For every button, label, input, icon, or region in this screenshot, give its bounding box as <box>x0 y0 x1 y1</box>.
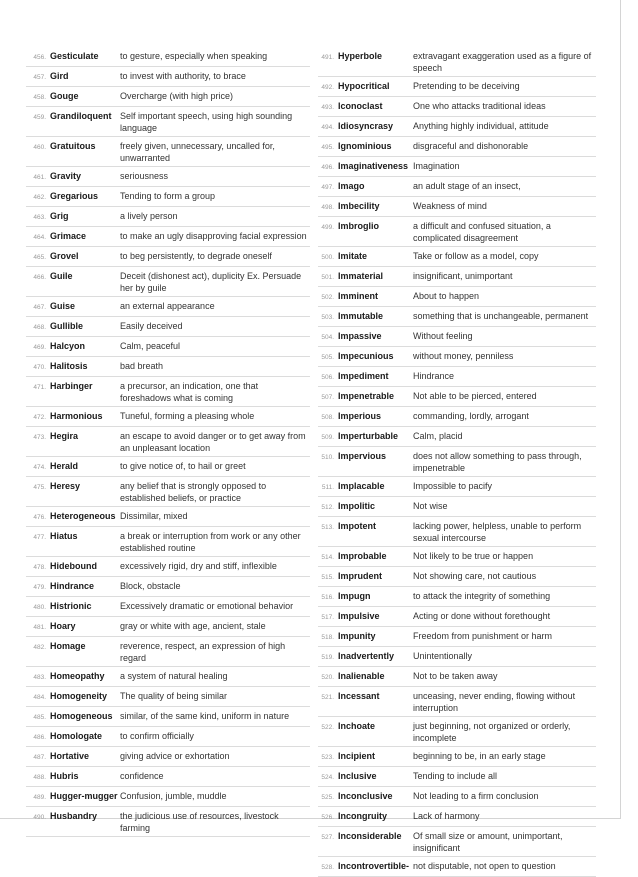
entry-definition: an adult stage of an insect, <box>413 181 521 191</box>
entry-definition: Calm, peaceful <box>120 341 181 351</box>
vocab-entry <box>26 87 310 107</box>
entry-number: 483. <box>33 674 46 681</box>
entry-word: Grovel <box>50 251 79 261</box>
vocab-entry <box>318 177 596 197</box>
entry-word: Hortative <box>50 751 90 761</box>
entry-number: 473. <box>33 434 46 441</box>
entry-word: Idiosyncrasy <box>338 121 394 131</box>
entry-definition: Confusion, jumble, muddle <box>120 791 227 801</box>
vocab-entry <box>26 597 310 617</box>
entry-word: Impenetrable <box>338 391 395 401</box>
entry-number: 478. <box>33 564 46 571</box>
entry-definition: Of small size or amount, unimportant, insignificant <box>413 831 563 853</box>
entry-definition: Overcharge (with high price) <box>120 91 234 101</box>
entry-definition: freely given, unnecessary, uncalled for, unwarranted <box>120 141 275 163</box>
entry-number: 489. <box>33 794 46 801</box>
entry-word: Harbinger <box>50 381 93 391</box>
vocab-entry <box>318 367 596 387</box>
vocab-entry <box>318 247 596 267</box>
entry-number: 484. <box>33 694 46 701</box>
entry-word: Heterogeneous <box>50 511 116 521</box>
entry-word: Impunity <box>338 631 376 641</box>
vocab-entry <box>26 557 310 577</box>
vocab-entry <box>318 47 596 77</box>
entry-number: 496. <box>321 164 334 171</box>
entry-word: Grig <box>50 211 69 221</box>
entry-definition: Weakness of mind <box>413 201 487 211</box>
entry-number: 515. <box>321 574 334 581</box>
entry-number: 457. <box>33 74 46 81</box>
entry-definition: Not leading to a firm conclusion <box>413 791 539 801</box>
entry-number: 517. <box>321 614 334 621</box>
entry-definition: Calm, placid <box>413 431 463 441</box>
entry-word: Homogeneous <box>50 711 113 721</box>
entry-word: Imperturbable <box>338 431 399 441</box>
entry-definition: Hindrance <box>413 371 455 381</box>
vocab-entry <box>318 787 596 807</box>
entry-definition: Block, obstacle <box>120 581 181 591</box>
entry-word: Immutable <box>338 311 384 321</box>
vocab-entry <box>318 827 596 857</box>
entry-number: 520. <box>321 674 334 681</box>
entry-word: Impervious <box>338 451 387 461</box>
entry-number: 474. <box>33 464 46 471</box>
entry-number: 506. <box>321 374 334 381</box>
entry-number: 477. <box>33 534 46 541</box>
entry-number: 481. <box>33 624 46 631</box>
entry-definition: Excessively dramatic or emotional behavior <box>120 601 294 611</box>
entry-number: 470. <box>33 364 46 371</box>
entry-number: 502. <box>321 294 334 301</box>
vocab-entry <box>26 687 310 707</box>
vocab-entry <box>318 607 596 627</box>
entry-definition: About to happen <box>413 291 480 301</box>
entry-number: 471. <box>33 384 46 391</box>
vocab-entry <box>318 517 596 547</box>
entry-definition: beginning to be, in an early stage <box>413 751 546 761</box>
entry-word: Harmonious <box>50 411 103 421</box>
entry-word: Gird <box>50 71 69 81</box>
vocab-entry <box>318 497 596 517</box>
entry-number: 486. <box>33 734 46 741</box>
left-column <box>26 47 310 837</box>
vocab-entry <box>318 267 596 287</box>
entry-word: Hidebound <box>50 561 97 571</box>
entry-definition: to invest with authority, to brace <box>120 71 246 81</box>
vocab-entry <box>26 207 310 227</box>
entry-definition: confidence <box>120 771 164 781</box>
vocab-entry <box>26 667 310 687</box>
vocab-entry <box>26 137 310 167</box>
entry-number: 522. <box>321 724 334 731</box>
entry-word: Imperious <box>338 411 382 421</box>
entry-word: Imbecility <box>338 201 380 211</box>
entry-definition: Tending to form a group <box>120 191 216 201</box>
entry-definition: Tuneful, forming a pleasing whole <box>120 411 255 421</box>
vocab-entry <box>318 627 596 647</box>
vocab-entry <box>26 767 310 787</box>
entry-number: 458. <box>33 94 46 101</box>
entry-number: 527. <box>321 834 334 841</box>
entry-word: Inconsiderable <box>338 831 402 841</box>
entry-word: Inchoate <box>338 721 376 731</box>
entry-definition: to give notice of, to hail or greet <box>120 461 246 471</box>
entry-word: Iconoclast <box>338 101 383 111</box>
entry-definition: Acting or done without forethought <box>413 611 551 621</box>
entry-definition: to attack the integrity of something <box>413 591 551 601</box>
entry-word: Hegira <box>50 431 79 441</box>
vocab-entry <box>318 157 596 177</box>
vocab-entry <box>26 47 310 67</box>
entry-definition: Not able to be pierced, entered <box>413 391 537 401</box>
vocab-entry <box>26 317 310 337</box>
entry-number: 460. <box>33 144 46 151</box>
entry-word: Guise <box>50 301 76 311</box>
vocab-entry <box>318 77 596 97</box>
entry-word: Homologate <box>50 731 103 741</box>
vocab-entry <box>26 227 310 247</box>
entry-number: 498. <box>321 204 334 211</box>
vocab-entry <box>26 297 310 317</box>
vocab-entry <box>318 327 596 347</box>
entry-word: Impassive <box>338 331 382 341</box>
entry-word: Incongruity <box>338 811 387 821</box>
entry-definition: not disputable, not open to question <box>413 861 556 871</box>
entry-number: 469. <box>33 344 46 351</box>
entry-definition: Lack of harmony <box>413 811 480 821</box>
entry-word: Incessant <box>338 691 380 701</box>
entry-definition: to gesture, especially when speaking <box>120 51 268 61</box>
entry-number: 523. <box>321 754 334 761</box>
vocab-entry <box>26 477 310 507</box>
entry-definition: the judicious use of resources, livestock farming <box>120 811 279 833</box>
entry-word: Hyperbole <box>338 51 383 61</box>
entry-word: Imprudent <box>338 571 382 581</box>
vocab-entry <box>318 807 596 827</box>
entry-definition: Deceit (dishonest act), duplicity Ex. Persuade her by guile <box>120 271 302 293</box>
entry-word: Homeopathy <box>50 671 105 681</box>
entry-definition: extravagant exaggeration used as a figure of speech <box>413 51 592 73</box>
entry-number: 526. <box>321 814 334 821</box>
entry-definition: Anything highly individual, attitude <box>413 121 549 131</box>
entry-word: Gouge <box>50 91 79 101</box>
entry-definition: Not showing care, not cautious <box>413 571 537 581</box>
entry-definition: just beginning, not organized or orderly, incomplete <box>413 721 571 743</box>
entry-number: 513. <box>321 524 334 531</box>
vocab-entry <box>318 477 596 497</box>
entry-word: Impotent <box>338 521 376 531</box>
entry-number: 528. <box>321 864 334 871</box>
entry-number: 514. <box>321 554 334 561</box>
entry-word: Implacable <box>338 481 385 491</box>
vocab-entry <box>26 577 310 597</box>
entry-number: 518. <box>321 634 334 641</box>
vocab-entry <box>318 287 596 307</box>
entry-definition: Not likely to be true or happen <box>413 551 534 561</box>
entry-definition: any belief that is strongly opposed to established beliefs, or practice <box>120 481 267 503</box>
entry-word: Impecunious <box>338 351 394 361</box>
entry-definition: to beg persistently, to degrade oneself <box>120 251 272 261</box>
entry-definition: insignificant, unimportant <box>413 271 513 281</box>
entry-word: Hindrance <box>50 581 95 591</box>
entry-number: 504. <box>321 334 334 341</box>
vocab-entry <box>26 457 310 477</box>
entry-number: 463. <box>33 214 46 221</box>
entry-definition: reverence, respect, an expression of high regard <box>120 641 286 663</box>
entry-word: Grandiloquent <box>50 111 112 121</box>
vocab-entry <box>26 247 310 267</box>
entry-definition: something that is unchangeable, permanent <box>413 311 589 321</box>
entry-number: 507. <box>321 394 334 401</box>
vocab-entry <box>318 427 596 447</box>
vocab-entry <box>26 527 310 557</box>
entry-word: Inalienable <box>338 671 385 681</box>
vocab-entry <box>26 167 310 187</box>
vocab-entry <box>318 307 596 327</box>
entry-definition: to make an ugly disapproving facial expression <box>120 231 307 241</box>
entry-number: 524. <box>321 774 334 781</box>
entry-definition: unceasing, never ending, flowing without interruption <box>413 691 576 713</box>
entry-definition: a system of natural healing <box>120 671 228 681</box>
entry-word: Homage <box>50 641 86 651</box>
entry-word: Impulsive <box>338 611 380 621</box>
vocab-entry <box>26 747 310 767</box>
entry-word: Gesticulate <box>50 51 99 61</box>
entry-number: 510. <box>321 454 334 461</box>
entry-word: Imitate <box>338 251 368 261</box>
entry-word: Incipient <box>338 751 376 761</box>
entry-word: Gratuitous <box>50 141 96 151</box>
entry-number: 459. <box>33 114 46 121</box>
entry-number: 512. <box>321 504 334 511</box>
entry-number: 499. <box>321 224 334 231</box>
entry-definition: One who attacks traditional ideas <box>413 101 546 111</box>
entry-word: Hypocritical <box>338 81 390 91</box>
entry-number: 501. <box>321 274 334 281</box>
entry-word: Improbable <box>338 551 387 561</box>
entry-word: Gullible <box>50 321 84 331</box>
entry-word: Hiatus <box>50 531 78 541</box>
entry-number: 494. <box>321 124 334 131</box>
vocab-entry <box>26 107 310 137</box>
entry-word: Incontrovertible- <box>338 861 410 871</box>
vocab-entry <box>26 727 310 747</box>
vocab-entry <box>318 387 596 407</box>
entry-number: 485. <box>33 714 46 721</box>
entry-number: 472. <box>33 414 46 421</box>
entry-number: 462. <box>33 194 46 201</box>
entry-number: 492. <box>321 84 334 91</box>
entry-definition: Impossible to pacify <box>413 481 493 491</box>
entry-number: 482. <box>33 644 46 651</box>
vocab-entry <box>26 707 310 727</box>
vocab-entry <box>26 807 310 837</box>
entry-word: Hoary <box>50 621 76 631</box>
vocab-entry <box>26 357 310 377</box>
entry-definition: Pretending to be deceiving <box>413 81 520 91</box>
vocab-entry <box>26 67 310 87</box>
entry-number: 468. <box>33 324 46 331</box>
entry-definition: a lively person <box>120 211 178 221</box>
entry-number: 461. <box>33 174 46 181</box>
entry-definition: disgraceful and dishonorable <box>413 141 529 151</box>
right-column <box>318 47 596 877</box>
entry-number: 491. <box>321 54 334 61</box>
vocab-entry <box>26 377 310 407</box>
entry-number: 476. <box>33 514 46 521</box>
entry-definition: bad breath <box>120 361 164 371</box>
entry-number: 509. <box>321 434 334 441</box>
entry-definition: commanding, lordly, arrogant <box>413 411 529 421</box>
vocab-entry <box>318 767 596 787</box>
entry-definition: Without feeling <box>413 331 473 341</box>
entry-definition: lacking power, helpless, unable to perform sexual intercourse <box>413 521 582 543</box>
entry-definition: seriousness <box>120 171 169 181</box>
vocab-entry <box>26 637 310 667</box>
entry-number: 466. <box>33 274 46 281</box>
vocab-entry <box>318 567 596 587</box>
entry-definition: a precursor, an indication, one that foreshadows what is coming <box>120 381 259 403</box>
entry-word: Impolitic <box>338 501 376 511</box>
entry-number: 525. <box>321 794 334 801</box>
entry-definition: similar, of the same kind, uniform in nature <box>120 711 290 721</box>
vocab-entry <box>318 717 596 747</box>
entry-definition: excessively rigid, dry and stiff, inflexible <box>120 561 277 571</box>
entry-definition: gray or white with age, ancient, stale <box>120 621 266 631</box>
entry-word: Imbroglio <box>338 221 379 231</box>
entry-definition: Unintentionally <box>413 651 473 661</box>
entry-definition: an escape to avoid danger or to get away from an unpleasant location <box>120 431 306 453</box>
entry-word: Inconclusive <box>338 791 393 801</box>
vocab-entry <box>26 787 310 807</box>
entry-definition: an external appearance <box>120 301 215 311</box>
entry-number: 497. <box>321 184 334 191</box>
entry-word: Gravity <box>50 171 82 181</box>
vocab-entry <box>26 267 310 297</box>
entry-number: 475. <box>33 484 46 491</box>
entry-word: Herald <box>50 461 79 471</box>
vocab-entry <box>318 687 596 717</box>
entry-number: 493. <box>321 104 334 111</box>
entry-definition: Dissimilar, mixed <box>120 511 188 521</box>
vocab-entry <box>318 117 596 137</box>
entry-word: Ignominious <box>338 141 392 151</box>
entry-number: 505. <box>321 354 334 361</box>
entry-word: Histrionic <box>50 601 92 611</box>
entry-word: Imminent <box>338 291 379 301</box>
entry-definition: The quality of being similar <box>120 691 228 701</box>
entry-number: 456. <box>33 54 46 61</box>
entry-word: Husbandry <box>50 811 98 821</box>
entry-definition: Tending to include all <box>413 771 498 781</box>
entry-number: 519. <box>321 654 334 661</box>
vocab-entry <box>318 747 596 767</box>
entry-definition: a difficult and confused situation, a complicated disagreement <box>413 221 551 243</box>
vocab-entry <box>318 217 596 247</box>
vocab-entry <box>26 427 310 457</box>
entry-number: 508. <box>321 414 334 421</box>
entry-number: 490. <box>33 814 46 821</box>
vocab-entry <box>318 857 596 877</box>
entry-definition: giving advice or exhortation <box>120 751 230 761</box>
vocab-entry <box>318 667 596 687</box>
entry-word: Impugn <box>338 591 371 601</box>
entry-definition: Self important speech, using high sounding language <box>120 111 293 133</box>
vocab-entry <box>26 407 310 427</box>
entry-word: Imaginativeness <box>338 161 409 171</box>
vocab-entry <box>318 347 596 367</box>
entry-number: 511. <box>321 484 334 491</box>
entry-number: 480. <box>33 604 46 611</box>
entry-number: 464. <box>33 234 46 241</box>
entry-word: Imago <box>338 181 365 191</box>
vocab-entry <box>318 587 596 607</box>
entry-word: Halcyon <box>50 341 86 351</box>
entry-number: 487. <box>33 754 46 761</box>
vocab-entry <box>318 447 596 477</box>
entry-definition: Freedom from punishment or harm <box>413 631 553 641</box>
entry-definition: without money, penniless <box>413 351 514 361</box>
entry-word: Guile <box>50 271 73 281</box>
entry-word: Hugger-mugger <box>50 791 118 801</box>
entry-definition: to confirm officially <box>120 731 194 741</box>
entry-number: 467. <box>33 304 46 311</box>
vocab-entry <box>318 97 596 117</box>
entry-word: Inclusive <box>338 771 377 781</box>
vocab-entry <box>318 407 596 427</box>
entry-word: Halitosis <box>50 361 88 371</box>
entry-definition: Easily deceived <box>120 321 183 331</box>
entry-number: 516. <box>321 594 334 601</box>
vocab-entry <box>318 547 596 567</box>
entry-number: 521. <box>321 694 334 701</box>
entry-definition: Not wise <box>413 501 448 511</box>
vocab-entry <box>26 187 310 207</box>
entry-word: Heresy <box>50 481 81 491</box>
entry-word: Impediment <box>338 371 389 381</box>
entry-definition: Not to be taken away <box>413 671 498 681</box>
entry-definition: Take or follow as a model, copy <box>413 251 539 261</box>
entry-definition: a break or interruption from work or any other established routine <box>120 531 301 553</box>
vocab-entry <box>318 197 596 217</box>
vocab-entry <box>318 137 596 157</box>
entry-word: Immaterial <box>338 271 384 281</box>
entry-word: Inadvertently <box>338 651 395 661</box>
entry-number: 479. <box>33 584 46 591</box>
entry-number: 465. <box>33 254 46 261</box>
entry-number: 500. <box>321 254 334 261</box>
entry-word: Homogeneity <box>50 691 108 701</box>
entry-word: Hubris <box>50 771 79 781</box>
entry-word: Grimace <box>50 231 87 241</box>
entry-number: 495. <box>321 144 334 151</box>
vocab-entry <box>26 617 310 637</box>
entry-word: Gregarious <box>50 191 99 201</box>
entry-definition: Imagination <box>413 161 460 171</box>
vocab-entry <box>318 647 596 667</box>
entry-number: 488. <box>33 774 46 781</box>
vocab-entry <box>26 507 310 527</box>
entry-definition: does not allow something to pass through, impenetrable <box>413 451 582 473</box>
vocab-entry <box>26 337 310 357</box>
entry-number: 503. <box>321 314 334 321</box>
